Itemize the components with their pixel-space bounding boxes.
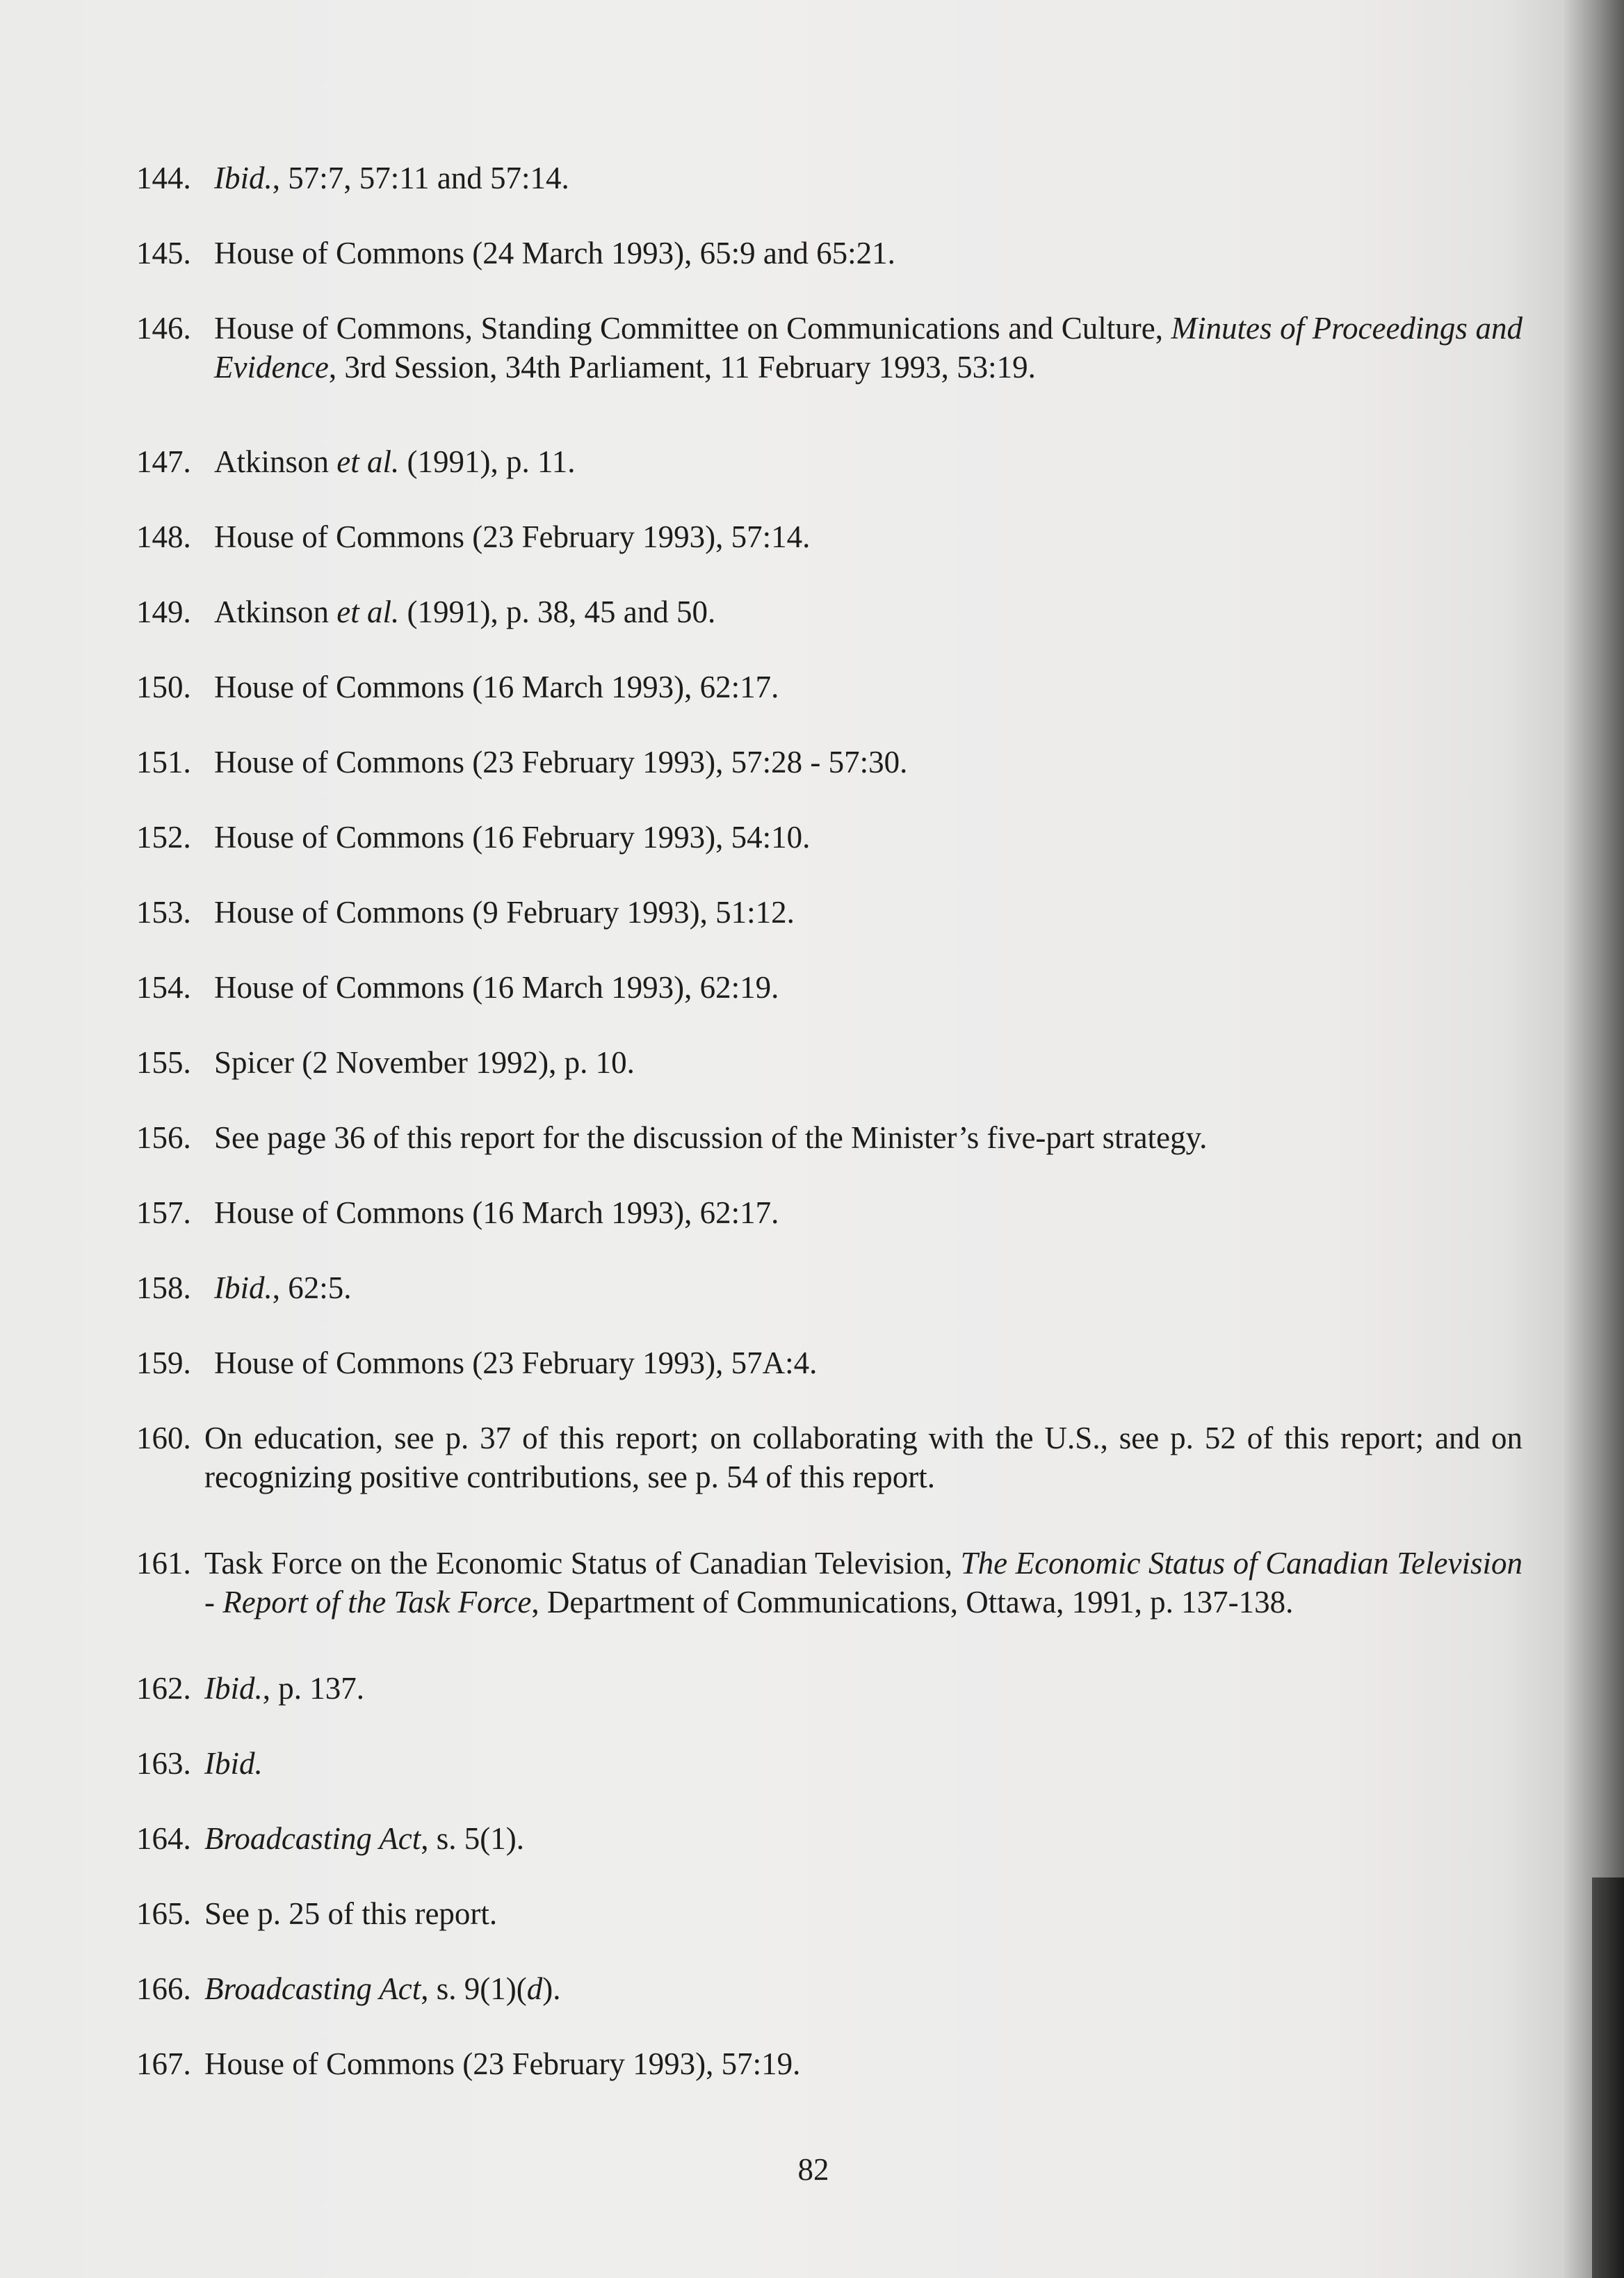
endnote-text-segment: , s. 5(1). bbox=[421, 1821, 524, 1856]
endnote-text-segment: House of Commons (16 March 1993), 62:17. bbox=[214, 1195, 779, 1230]
endnote-text-segment: , s. 9(1)( bbox=[421, 1971, 527, 2006]
endnote-text-segment: See p. 25 of this report. bbox=[204, 1896, 498, 1931]
endnote-text-segment: House of Commons (16 February 1993), 54:10. bbox=[214, 820, 811, 855]
endnote-text bbox=[214, 743, 1522, 782]
endnote-item bbox=[136, 818, 1527, 857]
endnote-text-segment: House of Commons (16 March 1993), 62:17. bbox=[214, 670, 779, 704]
endnote-italic-segment: Broadcasting Act bbox=[204, 1971, 421, 2006]
endnote-number: 158. bbox=[136, 1270, 191, 1305]
endnote-number: 154. bbox=[136, 970, 191, 1005]
endnote-number: 152. bbox=[136, 820, 191, 855]
endnote-item bbox=[136, 592, 1527, 631]
endnote-text-segment: , 62:5. bbox=[272, 1270, 352, 1305]
endnote-text-segment: On education, see p. 37 of this report; on collaborating with the U.S., see p. 52 of this report; and on recognizing positive contributions, see p. 54 of this report. bbox=[204, 1421, 1522, 1494]
endnote-number: 159. bbox=[136, 1346, 191, 1380]
endnote-italic-segment: et al. bbox=[336, 444, 400, 479]
endnote-number: 146. bbox=[136, 311, 191, 346]
endnote-text bbox=[214, 1193, 1522, 1232]
endnote-number: 145. bbox=[136, 236, 191, 270]
endnote-number: 155. bbox=[136, 1045, 191, 1080]
endnote-number: 147. bbox=[136, 444, 191, 479]
endnote-item bbox=[136, 1969, 1527, 2008]
endnote-italic-segment: Ibid. bbox=[214, 1270, 273, 1305]
endnote-item bbox=[136, 234, 1527, 273]
endnote-text-segment: ). bbox=[542, 1971, 561, 2006]
endnote-text-segment: Task Force on the Economic Status of Canadian Television, bbox=[204, 1546, 961, 1581]
endnote-number: 165. bbox=[136, 1896, 191, 1931]
endnote-text bbox=[214, 517, 1522, 556]
endnote-text-segment: House of Commons (23 February 1993), 57:14. bbox=[214, 519, 811, 554]
endnote-text-segment: House of Commons (9 February 1993), 51:12. bbox=[214, 895, 795, 930]
endnote-text bbox=[214, 1118, 1522, 1157]
endnote-text bbox=[214, 309, 1522, 387]
endnote-text-segment: House of Commons (24 March 1993), 65:9 and 65:21. bbox=[214, 236, 895, 270]
endnote-text bbox=[214, 1343, 1522, 1382]
endnote-number: 160. bbox=[136, 1421, 191, 1455]
endnote-item bbox=[136, 1343, 1527, 1382]
endnote-text bbox=[204, 1419, 1522, 1496]
endnote-text-segment: , 3rd Session, 34th Parliament, 11 February 1993, 53:19. bbox=[328, 350, 1036, 385]
endnote-item bbox=[136, 1043, 1527, 1082]
endnote-text-segment: House of Commons (23 February 1993), 57A:4. bbox=[214, 1346, 818, 1380]
endnote-italic-segment: d bbox=[526, 1971, 543, 2006]
endnote-text bbox=[214, 968, 1522, 1007]
endnote-item bbox=[136, 1268, 1527, 1307]
endnote-item bbox=[136, 1894, 1527, 1933]
endnote-text-segment: House of Commons (23 February 1993), 57:28 - 57:30. bbox=[214, 745, 908, 779]
endnote-number: 150. bbox=[136, 670, 191, 704]
endnote-text-segment: , Department of Communications, Ottawa, 1991, p. 137-138. bbox=[531, 1585, 1294, 1619]
endnote-number: 148. bbox=[136, 519, 191, 554]
endnote-text bbox=[214, 818, 1522, 857]
endnote-text bbox=[214, 1268, 1522, 1307]
endnote-text bbox=[214, 592, 1522, 631]
endnote-text-segment: House of Commons (16 March 1993), 62:19. bbox=[214, 970, 779, 1005]
endnote-item bbox=[136, 893, 1527, 932]
endnote-text-segment: , 57:7, 57:11 and 57:14. bbox=[272, 161, 569, 195]
endnote-italic-segment: The Economic Status of Canadian Television - Report of the Task Force bbox=[204, 1546, 1522, 1619]
endnote-item bbox=[136, 159, 1527, 197]
endnote-item bbox=[136, 1669, 1527, 1708]
endnote-text bbox=[214, 159, 1522, 197]
endnote-italic-segment: Ibid. bbox=[204, 1671, 263, 1706]
endnote-item bbox=[136, 1819, 1527, 1858]
endnote-text-segment: , p. 137. bbox=[262, 1671, 364, 1706]
endnote-text bbox=[204, 1744, 1522, 1783]
endnote-number: 163. bbox=[136, 1746, 191, 1781]
endnote-item bbox=[136, 517, 1527, 556]
endnote-item bbox=[136, 1193, 1527, 1232]
endnote-number: 162. bbox=[136, 1671, 191, 1706]
endnote-number: 164. bbox=[136, 1821, 191, 1856]
endnote-text-segment: (1991), p. 38, 45 and 50. bbox=[399, 595, 716, 629]
page-binding-shadow bbox=[1592, 1877, 1624, 2278]
endnote-item bbox=[136, 668, 1527, 706]
endnote-text bbox=[214, 234, 1522, 273]
endnote-text bbox=[214, 442, 1522, 481]
endnote-number: 156. bbox=[136, 1120, 191, 1155]
endnote-number: 161. bbox=[136, 1546, 191, 1581]
endnote-text bbox=[204, 1969, 1522, 2008]
endnote-item bbox=[136, 968, 1527, 1007]
endnote-text bbox=[214, 1043, 1522, 1082]
endnote-text bbox=[204, 1819, 1522, 1858]
endnote-italic-segment: Minutes of Proceedings and Evidence bbox=[214, 311, 1522, 385]
endnote-text-segment: Atkinson bbox=[214, 595, 337, 629]
endnote-item bbox=[136, 442, 1527, 481]
endnote-number: 151. bbox=[136, 745, 191, 779]
endnote-text bbox=[204, 1669, 1522, 1708]
endnote-italic-segment: et al. bbox=[336, 595, 400, 629]
endnote-number: 149. bbox=[136, 595, 191, 629]
endnote-item bbox=[136, 1744, 1527, 1783]
endnote-text-segment: House of Commons (23 February 1993), 57:19. bbox=[204, 2046, 801, 2081]
endnote-item bbox=[136, 743, 1527, 782]
endnote-item bbox=[136, 2044, 1527, 2083]
endnote-item bbox=[136, 1544, 1527, 1622]
endnote-text bbox=[204, 2044, 1522, 2083]
endnote-number: 144. bbox=[136, 161, 191, 195]
endnote-text bbox=[204, 1894, 1522, 1933]
endnote-number: 167. bbox=[136, 2046, 191, 2081]
endnote-text-segment: House of Commons, Standing Committee on Communications and Culture, bbox=[214, 311, 1171, 346]
endnote-italic-segment: Broadcasting Act bbox=[204, 1821, 421, 1856]
endnote-text-segment: Spicer (2 November 1992), p. 10. bbox=[214, 1045, 635, 1080]
endnote-item bbox=[136, 1118, 1527, 1157]
endnote-text bbox=[214, 893, 1522, 932]
endnote-item bbox=[136, 309, 1527, 387]
endnote-text-segment: See page 36 of this report for the discussion of the Minister’s five-part strategy. bbox=[214, 1120, 1208, 1155]
endnote-number: 157. bbox=[136, 1195, 191, 1230]
endnote-text-segment: Atkinson bbox=[214, 444, 337, 479]
endnote-number: 153. bbox=[136, 895, 191, 930]
endnote-text bbox=[214, 668, 1522, 706]
endnote-number: 166. bbox=[136, 1971, 191, 2006]
endnote-text bbox=[204, 1544, 1522, 1622]
endnote-item bbox=[136, 1419, 1527, 1496]
endnote-italic-segment: Ibid. bbox=[214, 161, 273, 195]
page-number: 82 bbox=[797, 2152, 829, 2187]
endnote-italic-segment: Ibid. bbox=[204, 1746, 263, 1781]
endnote-text-segment: (1991), p. 11. bbox=[399, 444, 576, 479]
